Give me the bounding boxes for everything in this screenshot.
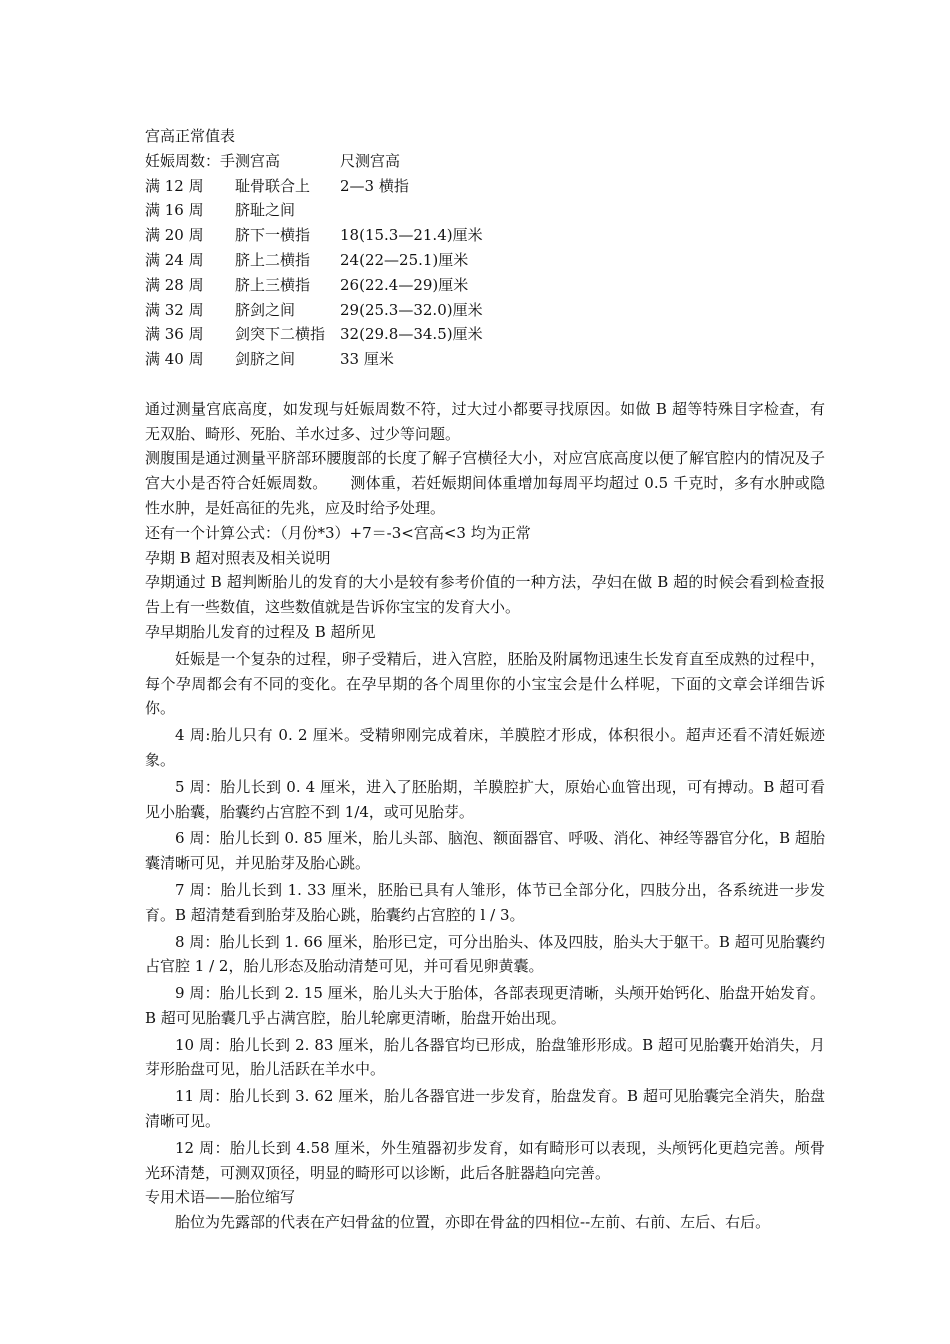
table-row bbox=[145, 223, 825, 248]
hand-cell: 脐耻之间 bbox=[235, 201, 296, 220]
week-paragraph: 5 周：胎儿长到 0. 4 厘米，进入了胚胎期，羊膜腔扩大，原始心血管出现，可有搏动。B 超可看见小胎囊，胎囊约占宫腔不到 1/4，或可见胎芽。 bbox=[145, 777, 825, 821]
week-cell: 满 28 周 bbox=[145, 275, 204, 294]
table-header bbox=[145, 149, 825, 174]
heading-b-ultrasound-table: 孕期 B 超对照表及相关说明 bbox=[145, 548, 331, 567]
paragraph-formula: 还有一个计算公式：（月份*3）+7＝-3<宫高<3 均为正常 bbox=[145, 523, 531, 542]
paragraph-fetal-position: 胎位为先露部的代表在产妇骨盆的位置，亦即在骨盆的四相位--左前、右前、左后、右后。 bbox=[175, 1213, 771, 1232]
week-cell: 满 12 周 bbox=[145, 176, 204, 195]
table-row bbox=[145, 322, 825, 347]
week-paragraph: 10 周：胎儿长到 2. 83 厘米，胎儿各器官均已形成，胎盘雏形形成。B 超可见胎囊开始消失，月芽形胎盘可见，胎儿活跃在羊水中。 bbox=[145, 1035, 825, 1079]
ruler-cell: 29(25.3—32.0)厘米 bbox=[340, 300, 483, 319]
heading-terminology: 专用术语——胎位缩写 bbox=[145, 1188, 296, 1207]
ruler-cell: 26(22.4—29)厘米 bbox=[340, 275, 469, 294]
table-row bbox=[145, 347, 825, 372]
blank-line bbox=[145, 372, 825, 397]
week-cell: 满 16 周 bbox=[145, 201, 204, 220]
paragraph-abdominal-girth: 测腹围是通过测量平脐部环腰腹部的长度了解子宫横径大小，对应宫底高度以便了解官腔内的情况及子宫大小是否符合妊娠周数。 测体重，若妊娠期间体重增加每周平均超过 0.5 千克时，多有水肿或隐性水肿，是妊高征的先兆，应及时给予处理。 bbox=[145, 449, 825, 517]
ruler-cell: 32(29.8—34.5)厘米 bbox=[340, 325, 483, 344]
week-cell: 满 36 周 bbox=[145, 325, 204, 344]
hand-cell: 脐上二横指 bbox=[235, 250, 311, 269]
week-paragraph: 4 周:胎儿只有 0. 2 厘米。受精卵刚完成着床，羊膜腔才形成，体积很小。超声还看不清妊娠迹象。 bbox=[145, 726, 825, 769]
header-hand: 妊娠周数：手测宫高 bbox=[145, 151, 281, 170]
table-row bbox=[145, 198, 825, 223]
heading-early-pregnancy: 孕早期胎儿发育的过程及 B 超所见 bbox=[145, 622, 376, 641]
week-paragraph: 8 周：胎儿长到 1. 66 厘米，胎形已定，可分出胎头、体及四肢，胎头大于躯干。B 超可见胎囊约占官腔 1 / 2，胎儿形态及胎动清楚可见，并可看见卵黄囊。 bbox=[145, 932, 825, 976]
table-row bbox=[145, 273, 825, 298]
week-paragraph: 12 周：胎儿长到 4.58 厘米，外生殖器初步发育，如有畸形可以表现，头颅钙化更趋完善。颅骨光环清楚，可测双顶径，明显的畸形可以诊断，此后各脏器趋向完善。 bbox=[145, 1138, 825, 1182]
hand-cell: 剑脐之间 bbox=[235, 350, 296, 369]
paragraph-pregnancy-process: 妊娠是一个复杂的过程，卵子受精后，进入宫腔，胚胎及附属物迅速生长发育直至成熟的过程中，每个孕周都会有不同的变化。在孕早期的各个周里你的小宝宝会是什么样呢，下面的文章会详细告诉你。 bbox=[145, 649, 825, 718]
table-row bbox=[145, 248, 825, 273]
hand-cell: 脐上三横指 bbox=[235, 275, 311, 294]
week-cell: 满 40 周 bbox=[145, 350, 204, 369]
ruler-cell: 24(22—25.1)厘米 bbox=[340, 250, 469, 269]
week-paragraph: 9 周：胎儿长到 2. 15 厘米，胎儿头大于胎体，各部表现更清晰，头颅开始钙化、胎盘开始发育。B 超可见胎囊几乎占满宫腔，胎儿轮廓更清晰，胎盘开始出现。 bbox=[145, 984, 825, 1027]
hand-cell: 剑突下二横指 bbox=[235, 325, 326, 344]
header-ruler: 尺测宫高 bbox=[340, 151, 401, 170]
ruler-cell: 2—3 横指 bbox=[340, 176, 409, 195]
paragraph-fundal-height: 通过测量宫底高度，如发现与妊娠周数不符，过大过小都要寻找原因。如做 B 超等特殊目字检查，有无双胎、畸形、死胎、羊水过多、过少等问题。 bbox=[145, 399, 825, 443]
week-paragraph: 7 周：胎儿长到 1. 33 厘米，胚胎已具有人雏形，体节已全部分化，四肢分出，各系统进一步发育。B 超清楚看到胎芽及胎心跳，胎囊约占宫腔的 l / 3。 bbox=[145, 880, 825, 924]
table-title: 宫高正常值表 bbox=[145, 127, 236, 145]
week-paragraph: 11 周：胎儿长到 3. 62 厘米，胎儿各器官进一步发育，胎盘发育。B 超可见胎囊完全消失，胎盘清晰可见。 bbox=[145, 1087, 825, 1131]
table-row bbox=[145, 174, 825, 199]
table-row bbox=[145, 298, 825, 323]
paragraph-b-ultrasound-intro: 孕期通过 B 超判断胎儿的发育的大小是较有参考价值的一种方法，孕妇在做 B 超的时候会看到检查报告上有一些数值，这些数值就是告诉你宝宝的发育大小。 bbox=[145, 573, 825, 617]
week-cell: 满 20 周 bbox=[145, 226, 204, 245]
hand-cell: 脐下一横指 bbox=[235, 226, 311, 245]
hand-cell: 耻骨联合上 bbox=[235, 176, 311, 195]
ruler-cell: 33 厘米 bbox=[340, 350, 394, 369]
week-cell: 满 24 周 bbox=[145, 250, 204, 269]
ruler-cell: 18(15.3—21.4)厘米 bbox=[340, 226, 483, 245]
hand-cell: 脐剑之间 bbox=[235, 300, 296, 319]
week-cell: 满 32 周 bbox=[145, 300, 204, 319]
week-paragraph: 6 周：胎儿长到 0. 85 厘米，胎儿头部、脑泡、额面器官、呼吸、消化、神经等器官分化，B 超胎囊清晰可见，并见胎芽及胎心跳。 bbox=[145, 829, 825, 873]
document-page bbox=[145, 124, 825, 1235]
